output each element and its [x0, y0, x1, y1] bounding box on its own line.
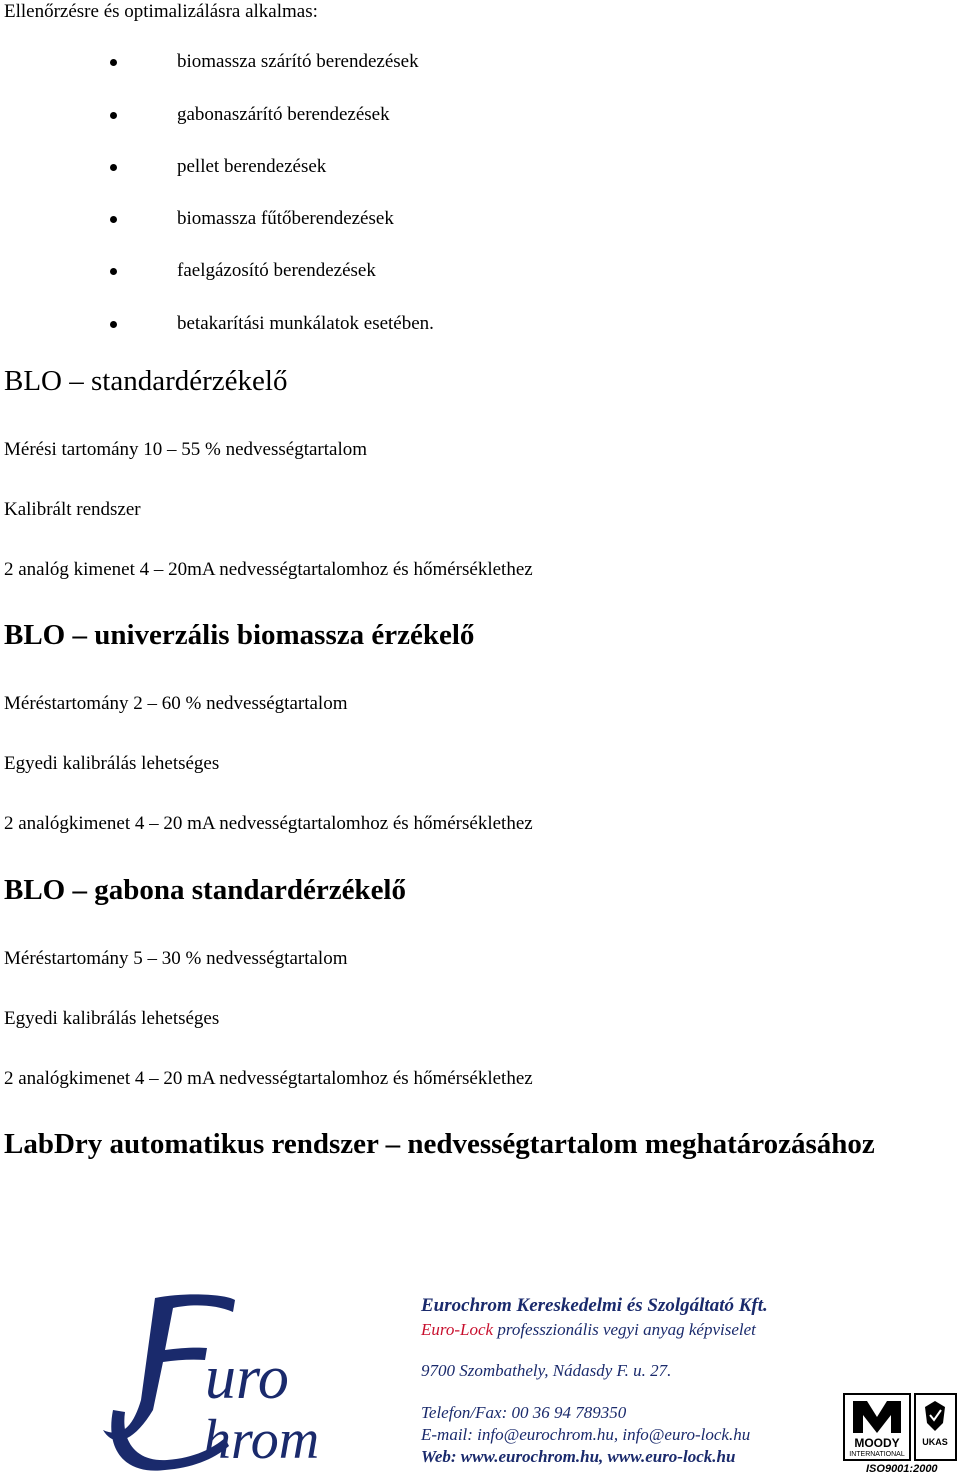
section-heading-universal: BLO – univerzális biomassza érzékelő — [4, 619, 475, 651]
company-email: E-mail: info@eurochrom.hu, info@euro-lock.hu — [421, 1425, 751, 1444]
company-web: Web: www.eurochrom.hu, www.euro-lock.hu — [421, 1447, 736, 1466]
bullet-icon — [110, 112, 117, 119]
bullet-icon — [110, 321, 117, 328]
bullet-icon — [110, 59, 117, 66]
cert-moody-text: MOODY — [854, 1436, 900, 1450]
section-heading-standard: BLO – standardérzékelő — [4, 365, 288, 397]
cert-ukas-text: UKAS — [922, 1437, 948, 1447]
section-heading-labdry: LabDry automatikus rendszer – nedvességtartalom meghatározásához — [4, 1128, 875, 1160]
certification-badge — [843, 1393, 958, 1463]
section-line: Egyedi kalibrálás lehetséges — [4, 1008, 220, 1029]
section-heading-grain: BLO – gabona standardérzékelő — [4, 874, 406, 906]
intro-text: Ellenőrzésre és optimalizálásra alkalmas: — [4, 1, 318, 22]
section-line: 2 analógkimenet 4 – 20 mA nedvességtartalomhoz és hőmérséklethez — [4, 1068, 533, 1089]
cert-international-text: INTERNATIONAL — [849, 1451, 905, 1458]
company-address: 9700 Szombathely, Nádasdy F. u. 27. — [421, 1361, 672, 1380]
bullet-icon — [110, 268, 117, 275]
eurolock-desc: professzionális vegyi anyag képviselet — [497, 1320, 756, 1339]
company-name: Eurochrom Kereskedelmi és Szolgáltató Kft. — [421, 1295, 768, 1316]
section-line: Méréstartomány 2 – 60 % nedvességtartalom — [4, 693, 348, 714]
bullet-icon — [110, 216, 117, 223]
eurolock-brand: Euro-Lock — [421, 1320, 494, 1339]
eurochrom-logo — [95, 1290, 395, 1475]
company-phone: Telefon/Fax: 00 36 94 789350 — [421, 1403, 627, 1422]
section-line: Mérési tartomány 10 – 55 % nedvességtartalom — [4, 439, 368, 460]
svg-text:hrom: hrom — [203, 1409, 320, 1471]
section-line: Méréstartomány 5 – 30 % nedvességtartalom — [4, 948, 348, 969]
section-line: 2 analógkimenet 4 – 20 mA nedvességtartalomhoz és hőmérséklethez — [4, 813, 533, 834]
iso-label: ISO9001:2000 — [866, 1463, 938, 1475]
section-line: Kalibrált rendszer — [4, 499, 141, 520]
bullet-icon — [110, 164, 117, 171]
eurolock-line — [421, 1320, 756, 1340]
svg-text:uro: uro — [205, 1344, 289, 1412]
section-line: 2 analóg kimenet 4 – 20mA nedvességtartalomhoz és hőmérséklethez — [4, 559, 533, 580]
section-line: Egyedi kalibrálás lehetséges — [4, 753, 220, 774]
